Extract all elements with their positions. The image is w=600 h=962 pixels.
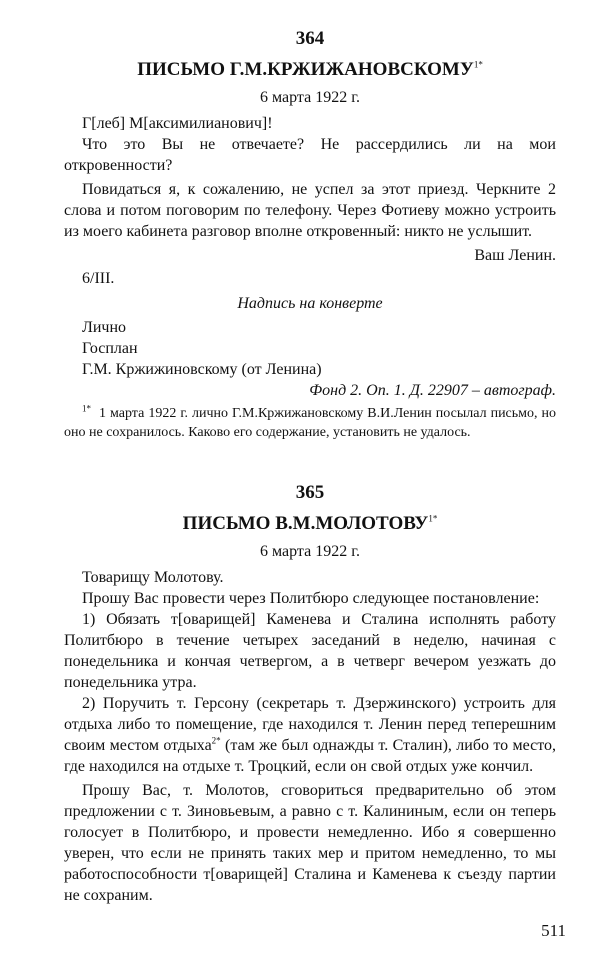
text: (там же был однажды т. Сталин), либо то место, где находился на отдыхе т. Троцкий, если он свой отдых уже кончил. <box>64 737 556 775</box>
paragraph: Что это Вы не отвечаете? Не рассердились ли на мои откровенности? <box>64 136 556 174</box>
title-text: ПИСЬМО В.М.МОЛОТОВУ <box>182 513 429 534</box>
footnote-text: 1 марта 1922 г. лично Г.М.Кржижановскому В.И.Ленин посылал письмо, но оно не сохранилось. Каково его содержание, установить не удалось. <box>64 406 557 440</box>
archive-source: Фонд 2. Оп. 1. Д. 22907 – автограф. <box>309 382 556 399</box>
document-title <box>64 512 556 536</box>
footnote-ref: 1* <box>428 513 438 524</box>
footnote-ref: 1* <box>473 59 483 70</box>
salutation: Г[леб] М[аксимилианович]! <box>82 115 273 132</box>
document-364 <box>64 28 556 442</box>
envelope-line: Лично <box>82 319 127 336</box>
document-date: 6 марта 1922 г. <box>260 89 360 106</box>
footnote <box>64 404 556 442</box>
document-number: 365 <box>295 482 325 503</box>
paragraph <box>64 693 556 777</box>
document-date: 6 марта 1922 г. <box>260 543 360 560</box>
paragraph: 1) Обязать т[оварищей] Каменева и Сталина исполнять работу Политбюро в течение четырех заседаний в неделю, начиная с понедельника и кончая четвергом, а в четверг вечером уезжать до понедельника утра. <box>64 611 556 691</box>
paragraph: Прошу Вас, т. Молотов, сговориться предварительно об этом предложении с т. Зиновьевым, а равно с т. Калининым, если он теперь голосует в Политбюро, и провести немедленно. Ибо я совершенно уверен, что если не принять таких мер и притом немедленно, то мы работоспособности т[оварищей] Сталина и Каменева к съезду партии не сохраним. <box>64 782 556 904</box>
envelope-line: Г.М. Кржижиновскому (от Ленина) <box>82 361 322 378</box>
document-365 <box>64 482 556 906</box>
paragraph: Повидаться я, к сожалению, не успел за этот приезд. Черкните 2 слова и потом поговорим по телефону. Через Фотиеву можно устроить из моего кабинета разговор вполне откровенный: никто не услышит. <box>64 181 556 240</box>
envelope-heading: Надпись на конверте <box>237 295 383 312</box>
document-title <box>64 58 556 82</box>
short-date: 6/III. <box>82 270 115 287</box>
footnote-mark: 1* <box>82 403 91 414</box>
envelope-line: Госплан <box>82 340 138 357</box>
page-text <box>64 0 566 962</box>
text: 2) Поручить т. Герсону (секретарь т. Дзержинского) устроить для отдыха либо то помещение, где находился т. Ленин перед теперешним своим местом отдыха <box>64 695 556 754</box>
footnote-ref: 2* <box>211 735 221 746</box>
title-text: ПИСЬМО Г.М.КРЖИЖАНОВСКОМУ <box>137 59 474 80</box>
page-number: 511 <box>541 921 566 940</box>
signature: Ваш Ленин. <box>474 247 556 264</box>
document-number: 364 <box>295 28 325 49</box>
paragraph: Прошу Вас провести через Политбюро следующее постановление: <box>82 590 540 607</box>
salutation: Товарищу Молотову. <box>82 569 224 586</box>
